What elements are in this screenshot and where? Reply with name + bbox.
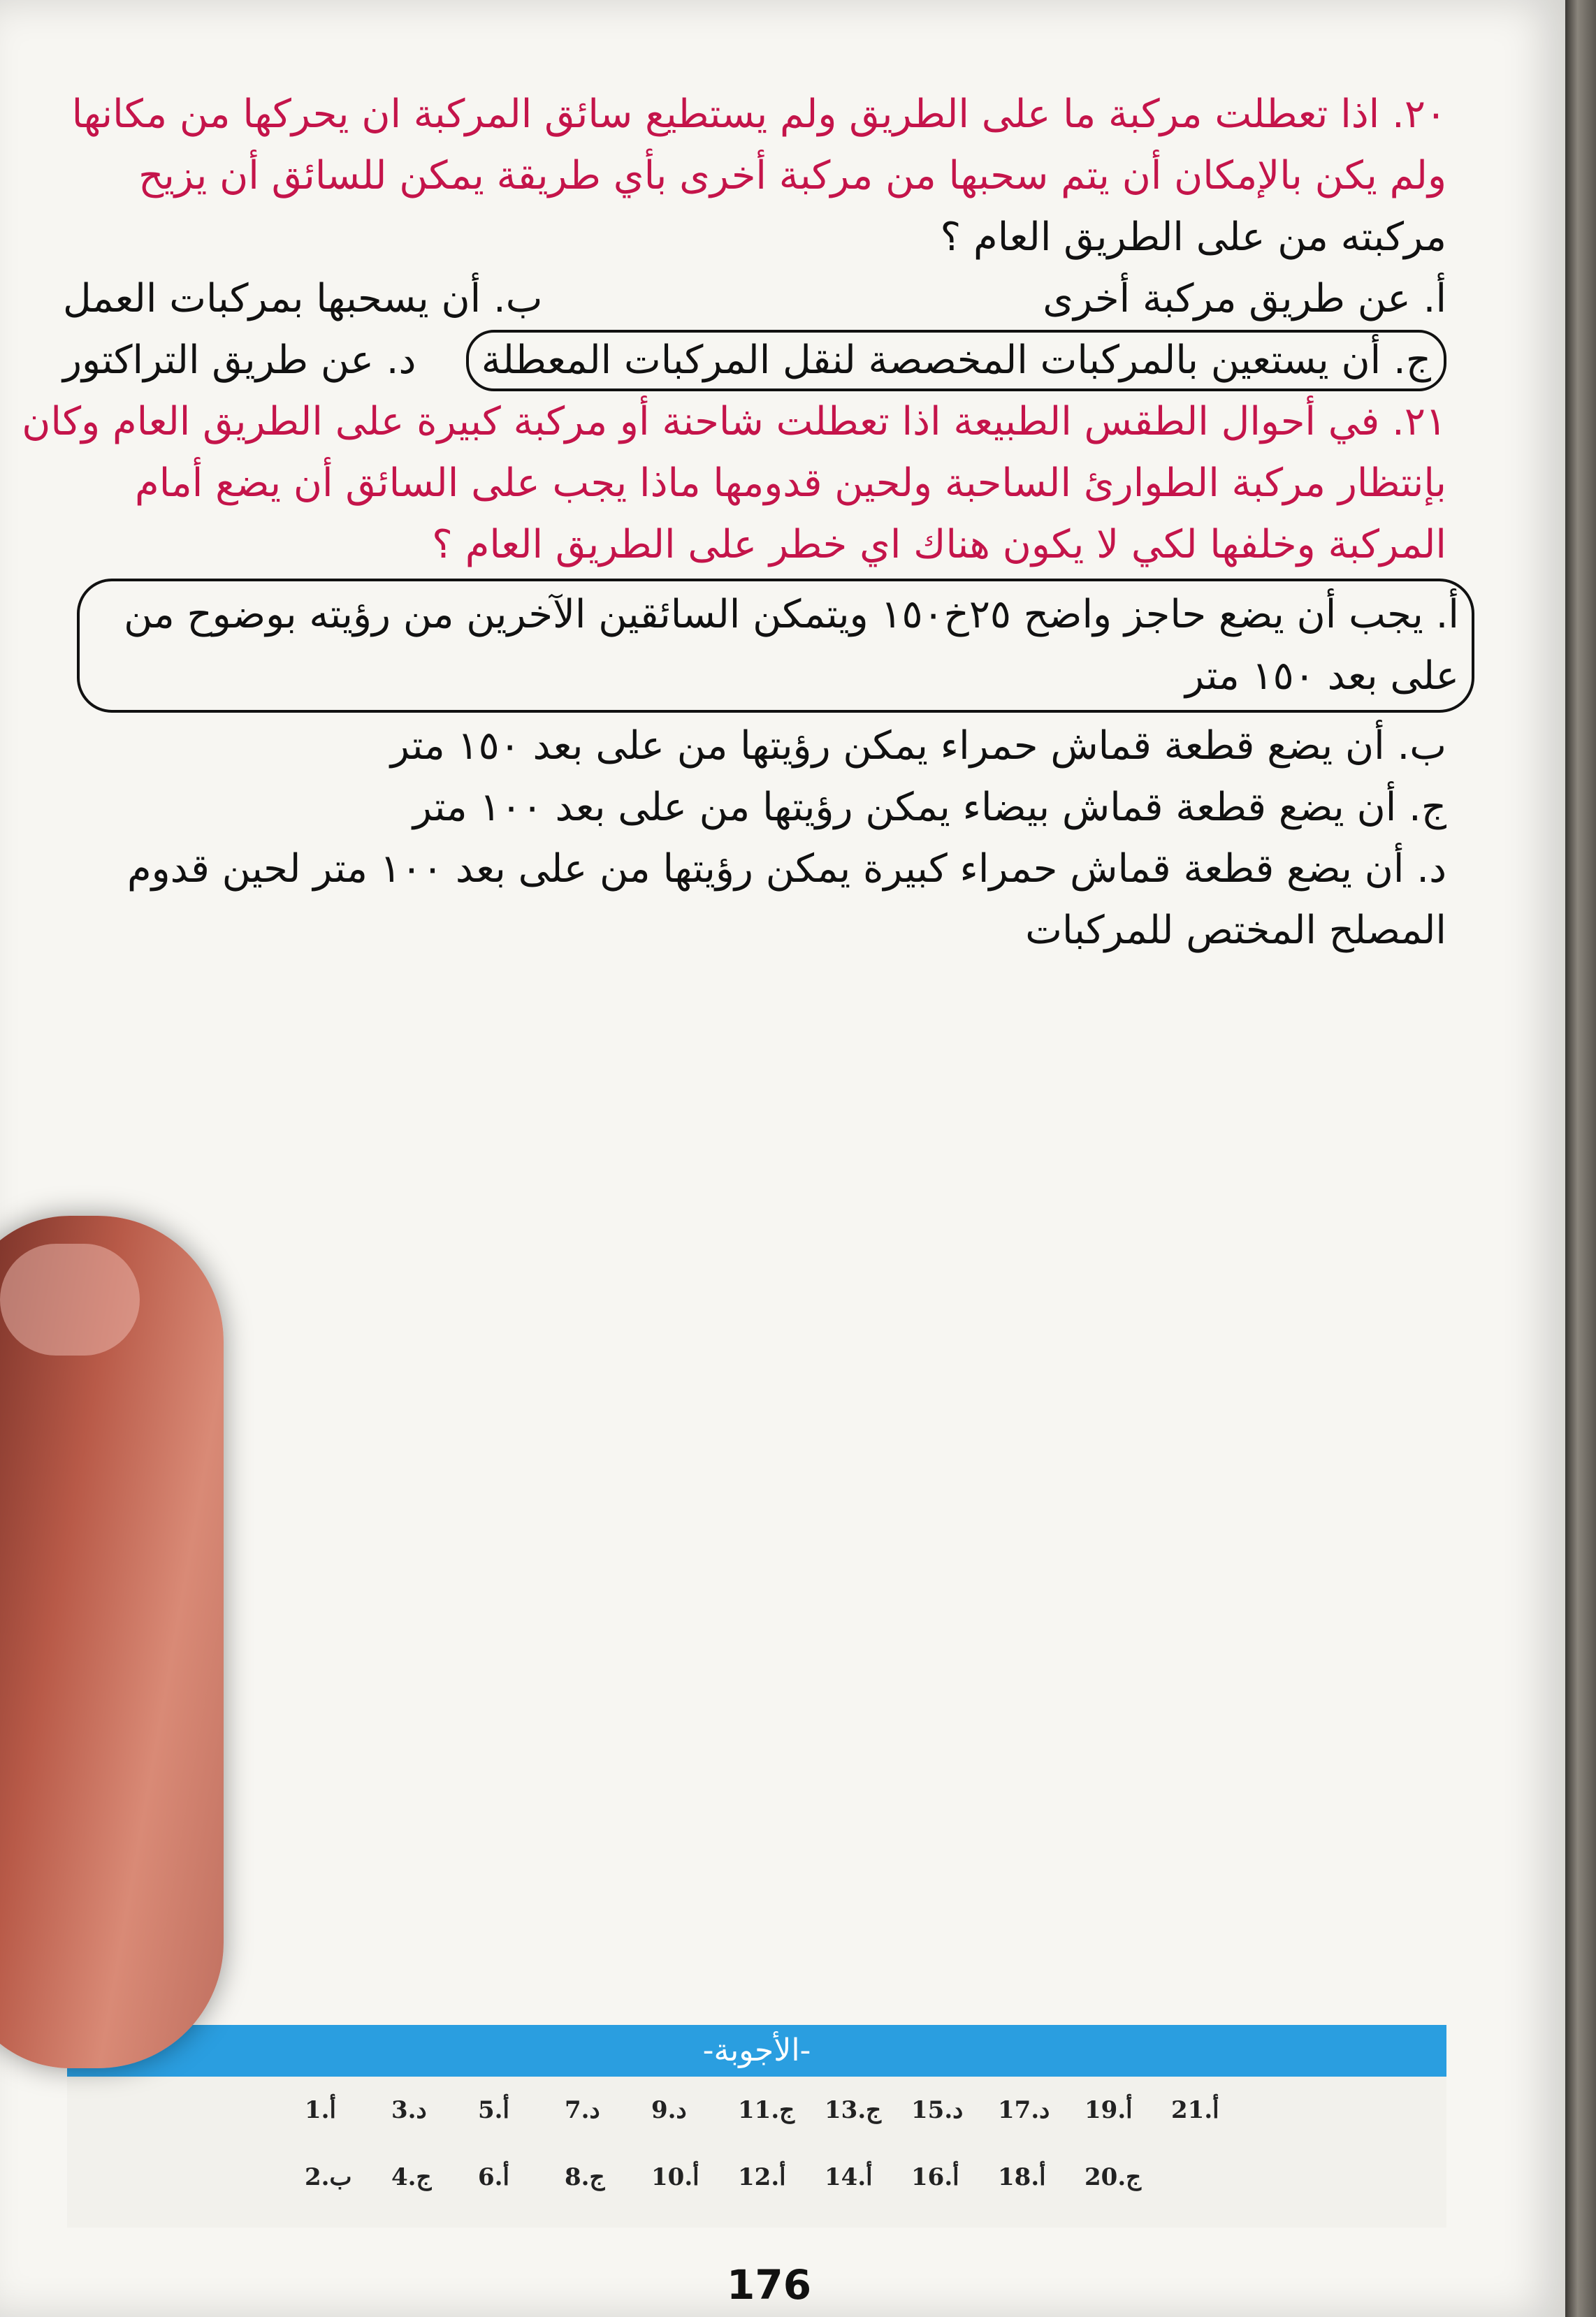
- answer-4: 4.ج: [391, 2163, 432, 2191]
- q20-option-c: [466, 330, 1446, 391]
- answer-17: 17.د: [998, 2096, 1050, 2124]
- q21-option-d-line-2: المصلح المختص للمركبات: [1025, 908, 1446, 953]
- answer-21: 21.أ: [1171, 2096, 1219, 2124]
- q20-option-c-circled: ج. أن يستعين بالمركبات المخصصة لنقل المركبات المعطلة: [466, 330, 1446, 391]
- answer-15: 15.د: [911, 2096, 964, 2124]
- answer-row-2: [67, 2144, 1446, 2211]
- answer-19: 19.أ: [1084, 2096, 1133, 2124]
- q21-option-c: ج. أن يضع قطعة قماش بيضاء يمكن رؤيتها من على بعد ١٠٠ متر: [412, 785, 1446, 830]
- question-20-line-3: مركبته من على الطريق العام ؟: [940, 215, 1446, 260]
- q20-option-a: أ. عن طريق مركبة أخرى: [1043, 276, 1446, 321]
- q21-option-b: ب. أن يضع قطعة قماش حمراء يمكن رؤيتها من على بعد ١٥٠ متر: [390, 723, 1446, 769]
- answer-9: 9.د: [651, 2096, 687, 2124]
- q21-option-d-line-1: د. أن يضع قطعة قماش حمراء كبيرة يمكن رؤيتها من على بعد ١٠٠ متر لحين قدوم: [126, 846, 1446, 892]
- thumb-photo: [0, 1216, 224, 2068]
- answer-key-title: -الأجوبة-: [67, 2025, 1446, 2077]
- q21-option-a-line-1: أ. يجب أن يضع حاجز واضح ٢٥خ١٥٠ ويتمكن السائقين الآخرين من رؤيته بوضوح من: [124, 592, 1459, 637]
- answer-10: 10.أ: [651, 2163, 699, 2191]
- question-21-line-2: بإنتظار مركبة الطوارئ الساحبة ولحين قدومها ماذا يجب على السائق أن يضع أمام: [135, 460, 1446, 506]
- q20-option-b: ب. أن يسحبها بمركبات العمل: [63, 276, 543, 321]
- answer-6: 6.أ: [478, 2163, 509, 2191]
- q21-option-a-line-2: على بعد ١٥٠ متر: [1184, 653, 1459, 699]
- question-21-line-3: المركبة وخلفها لكي لا يكون هناك اي خطر على الطريق العام ؟: [432, 522, 1446, 567]
- answer-14: 14.أ: [825, 2163, 873, 2191]
- answer-20: 20.ج: [1084, 2163, 1142, 2191]
- question-21-line-1: ٢١. في أحوال الطقس الطبيعة اذا تعطلت شاحنة أو مركبة كبيرة على الطريق العام وكان: [22, 399, 1446, 444]
- page-number: 176: [727, 2261, 812, 2309]
- answer-3: 3.د: [391, 2096, 427, 2124]
- answer-2: 2.ب: [305, 2163, 352, 2191]
- answer-key: [67, 2025, 1446, 2228]
- answer-11: 11.ج: [738, 2096, 795, 2124]
- thumb-nail: [0, 1244, 140, 1356]
- answer-7: 7.د: [565, 2096, 600, 2124]
- answer-16: 16.أ: [911, 2163, 959, 2191]
- q21-option-a-circled: [77, 579, 1474, 713]
- answer-row-1: [67, 2077, 1446, 2144]
- page-edge: [1565, 0, 1596, 2317]
- answer-13: 13.ج: [825, 2096, 882, 2124]
- answer-1: 1.أ: [305, 2096, 336, 2124]
- q20-option-d: د. عن طريق التراكتور: [63, 337, 416, 383]
- question-20-line-2: ولم يكن بالإمكان أن يتم سحبها من مركبة أخرى بأي طريقة يمكن للسائق أن يزيح: [138, 153, 1446, 198]
- answer-5: 5.أ: [478, 2096, 509, 2124]
- answer-12: 12.أ: [738, 2163, 786, 2191]
- answer-18: 18.أ: [998, 2163, 1046, 2191]
- page-content: [22, 84, 1459, 961]
- question-20-line-1: ٢٠. اذا تعطلت مركبة ما على الطريق ولم يستطيع سائق المركبة ان يحركها من مكانها: [71, 92, 1446, 137]
- answer-8: 8.ج: [565, 2163, 605, 2191]
